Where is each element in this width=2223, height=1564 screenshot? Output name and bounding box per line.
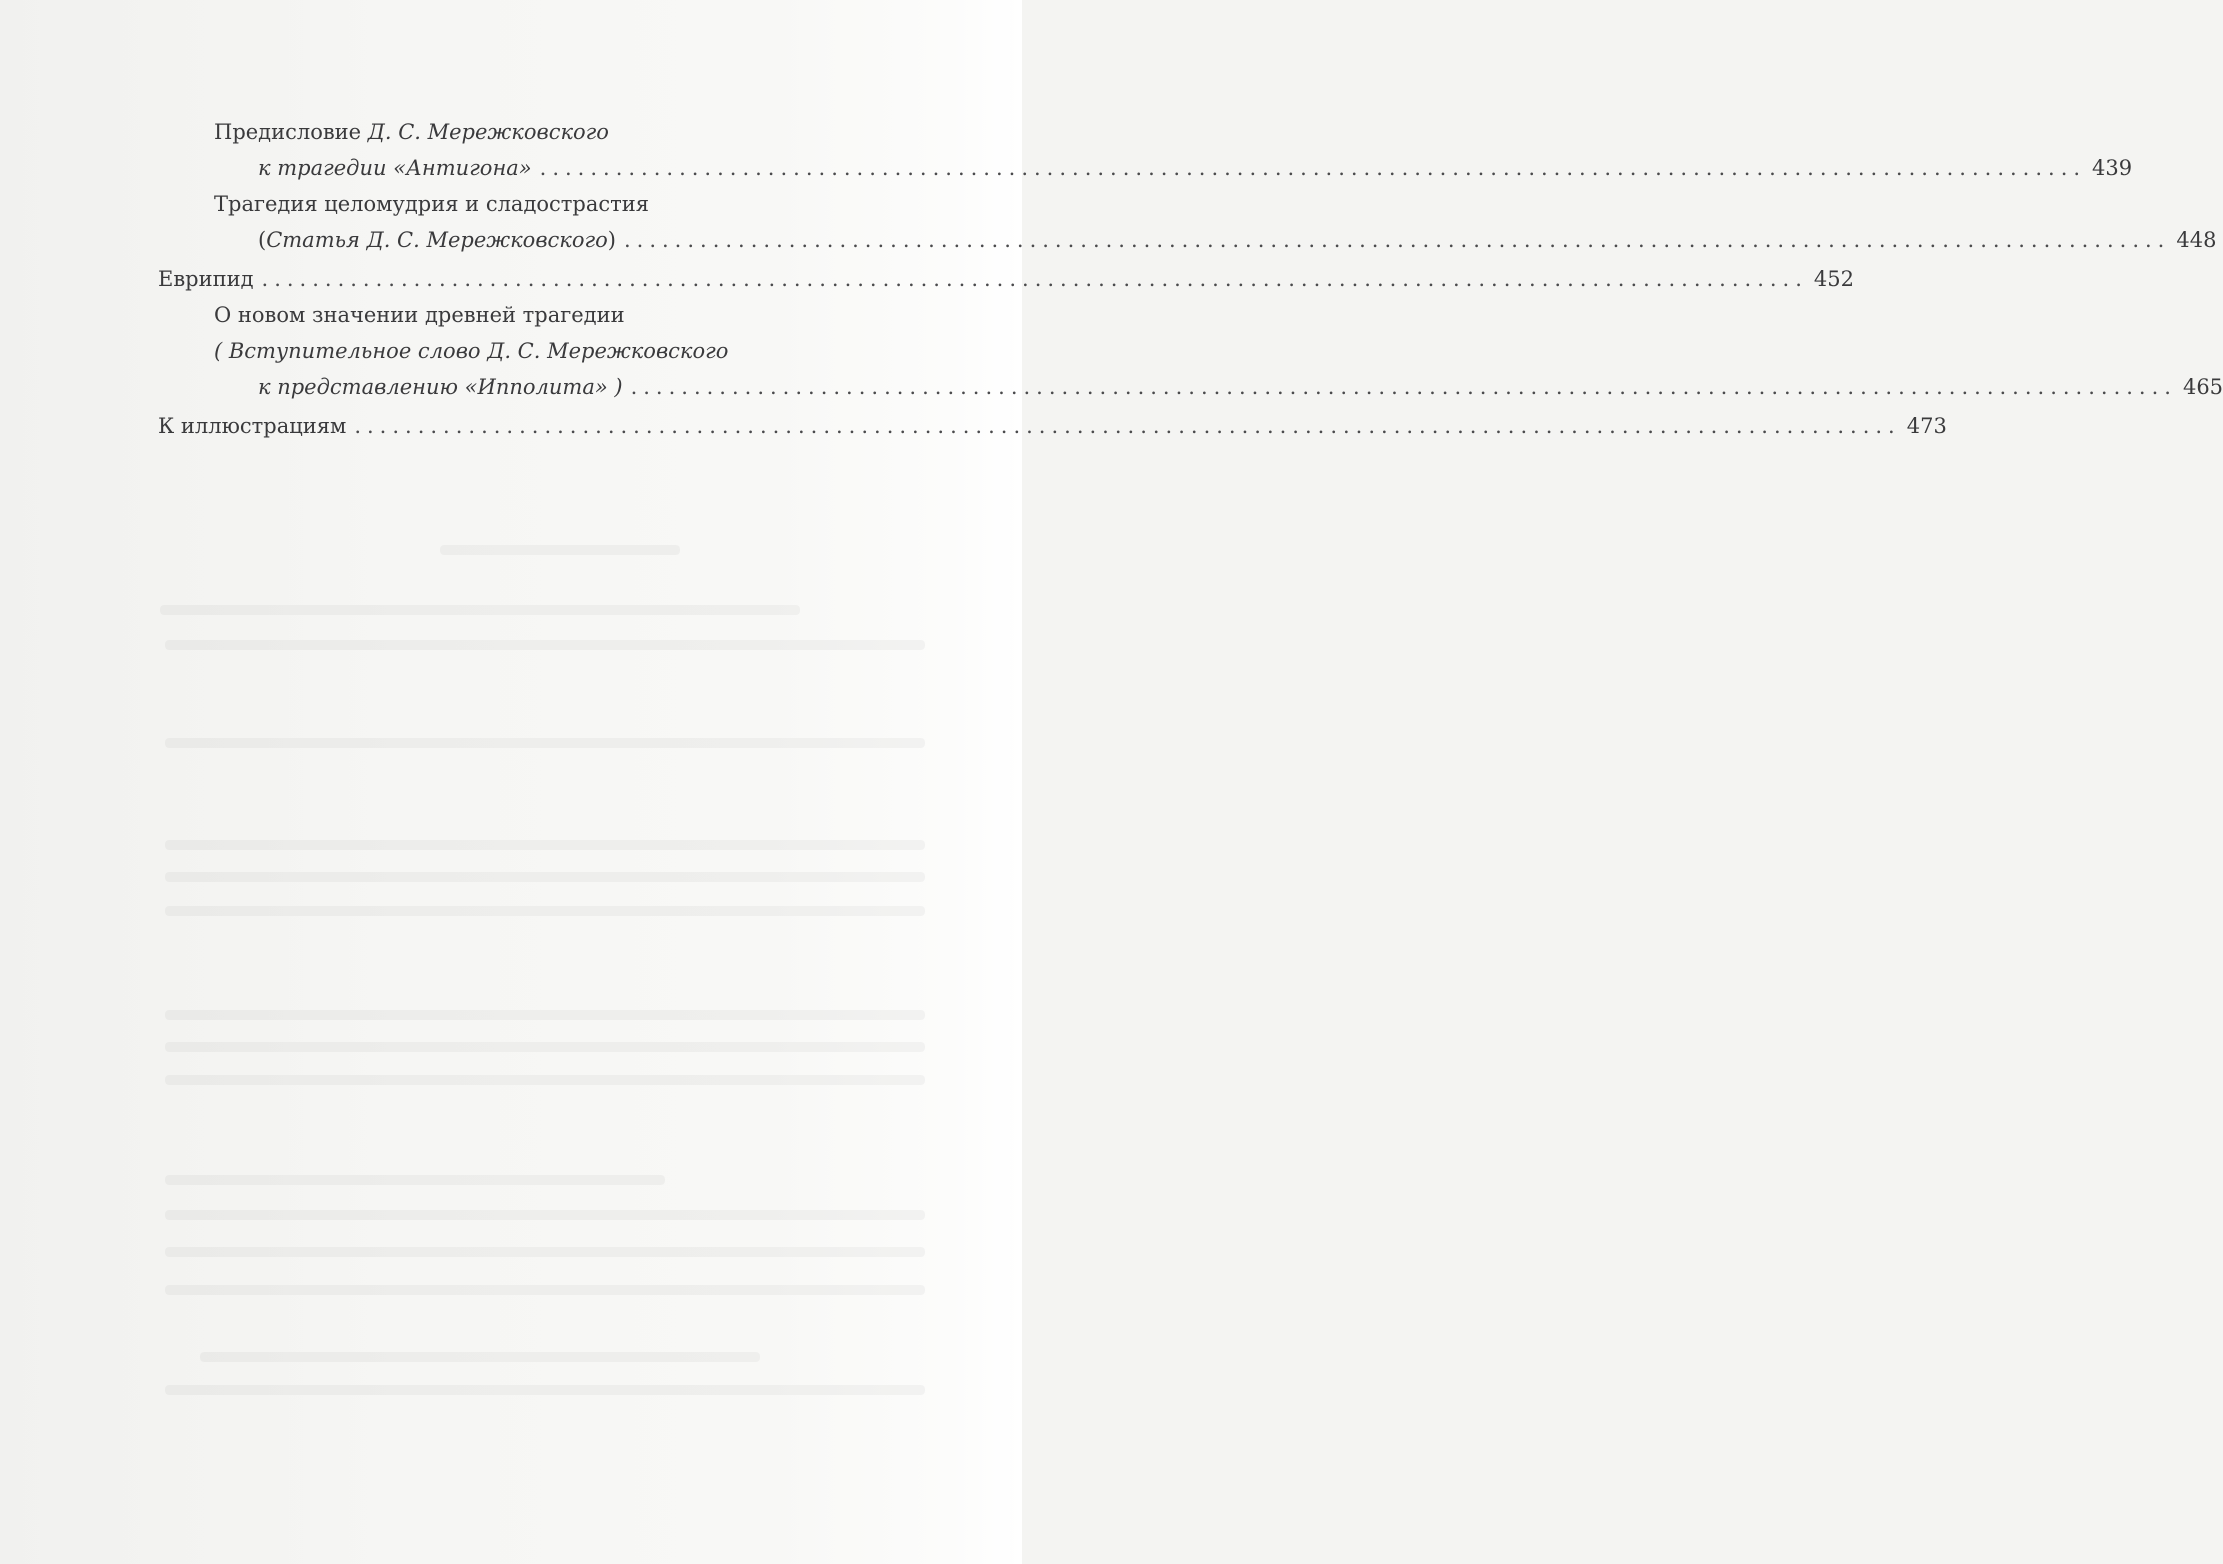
- leader-dots: ..........................................................................................................................: [630, 375, 2177, 399]
- leader-dots: ..........................................................................................................................: [623, 228, 2171, 252]
- toc-entry: [158, 222, 2217, 258]
- show-through-line: [440, 545, 680, 555]
- toc-entry-text: О новом значении древней трагедии: [214, 303, 625, 327]
- toc-entry: [158, 369, 2223, 405]
- show-through-line: [165, 872, 925, 882]
- show-through-line: [165, 1385, 925, 1395]
- page-number: 473: [1906, 414, 1947, 438]
- table-of-contents: [158, 114, 2223, 444]
- toc-entry-title-line: [158, 186, 922, 222]
- page-number: 448: [2176, 228, 2217, 252]
- show-through-line: [165, 1075, 925, 1085]
- show-through-line: [165, 906, 925, 916]
- show-through-line: [165, 840, 925, 850]
- show-through-line: [165, 1285, 925, 1295]
- toc-entry-text: (Статья Д. С. Мережковского): [258, 228, 616, 252]
- show-through-line: [165, 1247, 925, 1257]
- show-through-line: [160, 605, 800, 615]
- leader-dots: ..........................................................................................................................: [539, 156, 2087, 180]
- show-through-line: [165, 1010, 925, 1020]
- show-through-line: [200, 1352, 760, 1362]
- toc-entry: [158, 150, 2133, 186]
- toc-entry-text-italic: к представлению «Ипполита» ): [258, 375, 623, 399]
- show-through-line: [165, 640, 925, 650]
- page-number: 465: [2182, 375, 2223, 399]
- toc-entry-text-italic: ( Вступительное слово Д. С. Мережковского: [214, 339, 729, 363]
- show-through-line: [165, 1042, 925, 1052]
- toc-entry-text: Еврипид: [158, 267, 254, 291]
- toc-entry-title-line: [158, 297, 922, 333]
- toc-entry: [158, 408, 1947, 444]
- page-number: 452: [1813, 267, 1854, 291]
- toc-entry-text: Трагедия целомудрия и сладострастия: [214, 192, 649, 216]
- show-through-line: [165, 1175, 665, 1185]
- toc-entry-text-italic: Д. С. Мережковского: [367, 120, 609, 144]
- toc-entry-title-line: [158, 333, 922, 369]
- show-through-line: [165, 1210, 925, 1220]
- toc-entry-text-italic: к трагедии «Антигона»: [258, 156, 532, 180]
- toc-entry: [158, 261, 1854, 297]
- leader-dots: ..........................................................................................................................: [261, 267, 1808, 291]
- page-number: 439: [2092, 156, 2133, 180]
- toc-entry-title-line: [158, 114, 922, 150]
- toc-entry-text: К иллюстрациям: [158, 414, 347, 438]
- leader-dots: ..........................................................................................................................: [354, 414, 1901, 438]
- show-through-line: [165, 738, 925, 748]
- toc-entry-text: Предисловие: [214, 120, 368, 144]
